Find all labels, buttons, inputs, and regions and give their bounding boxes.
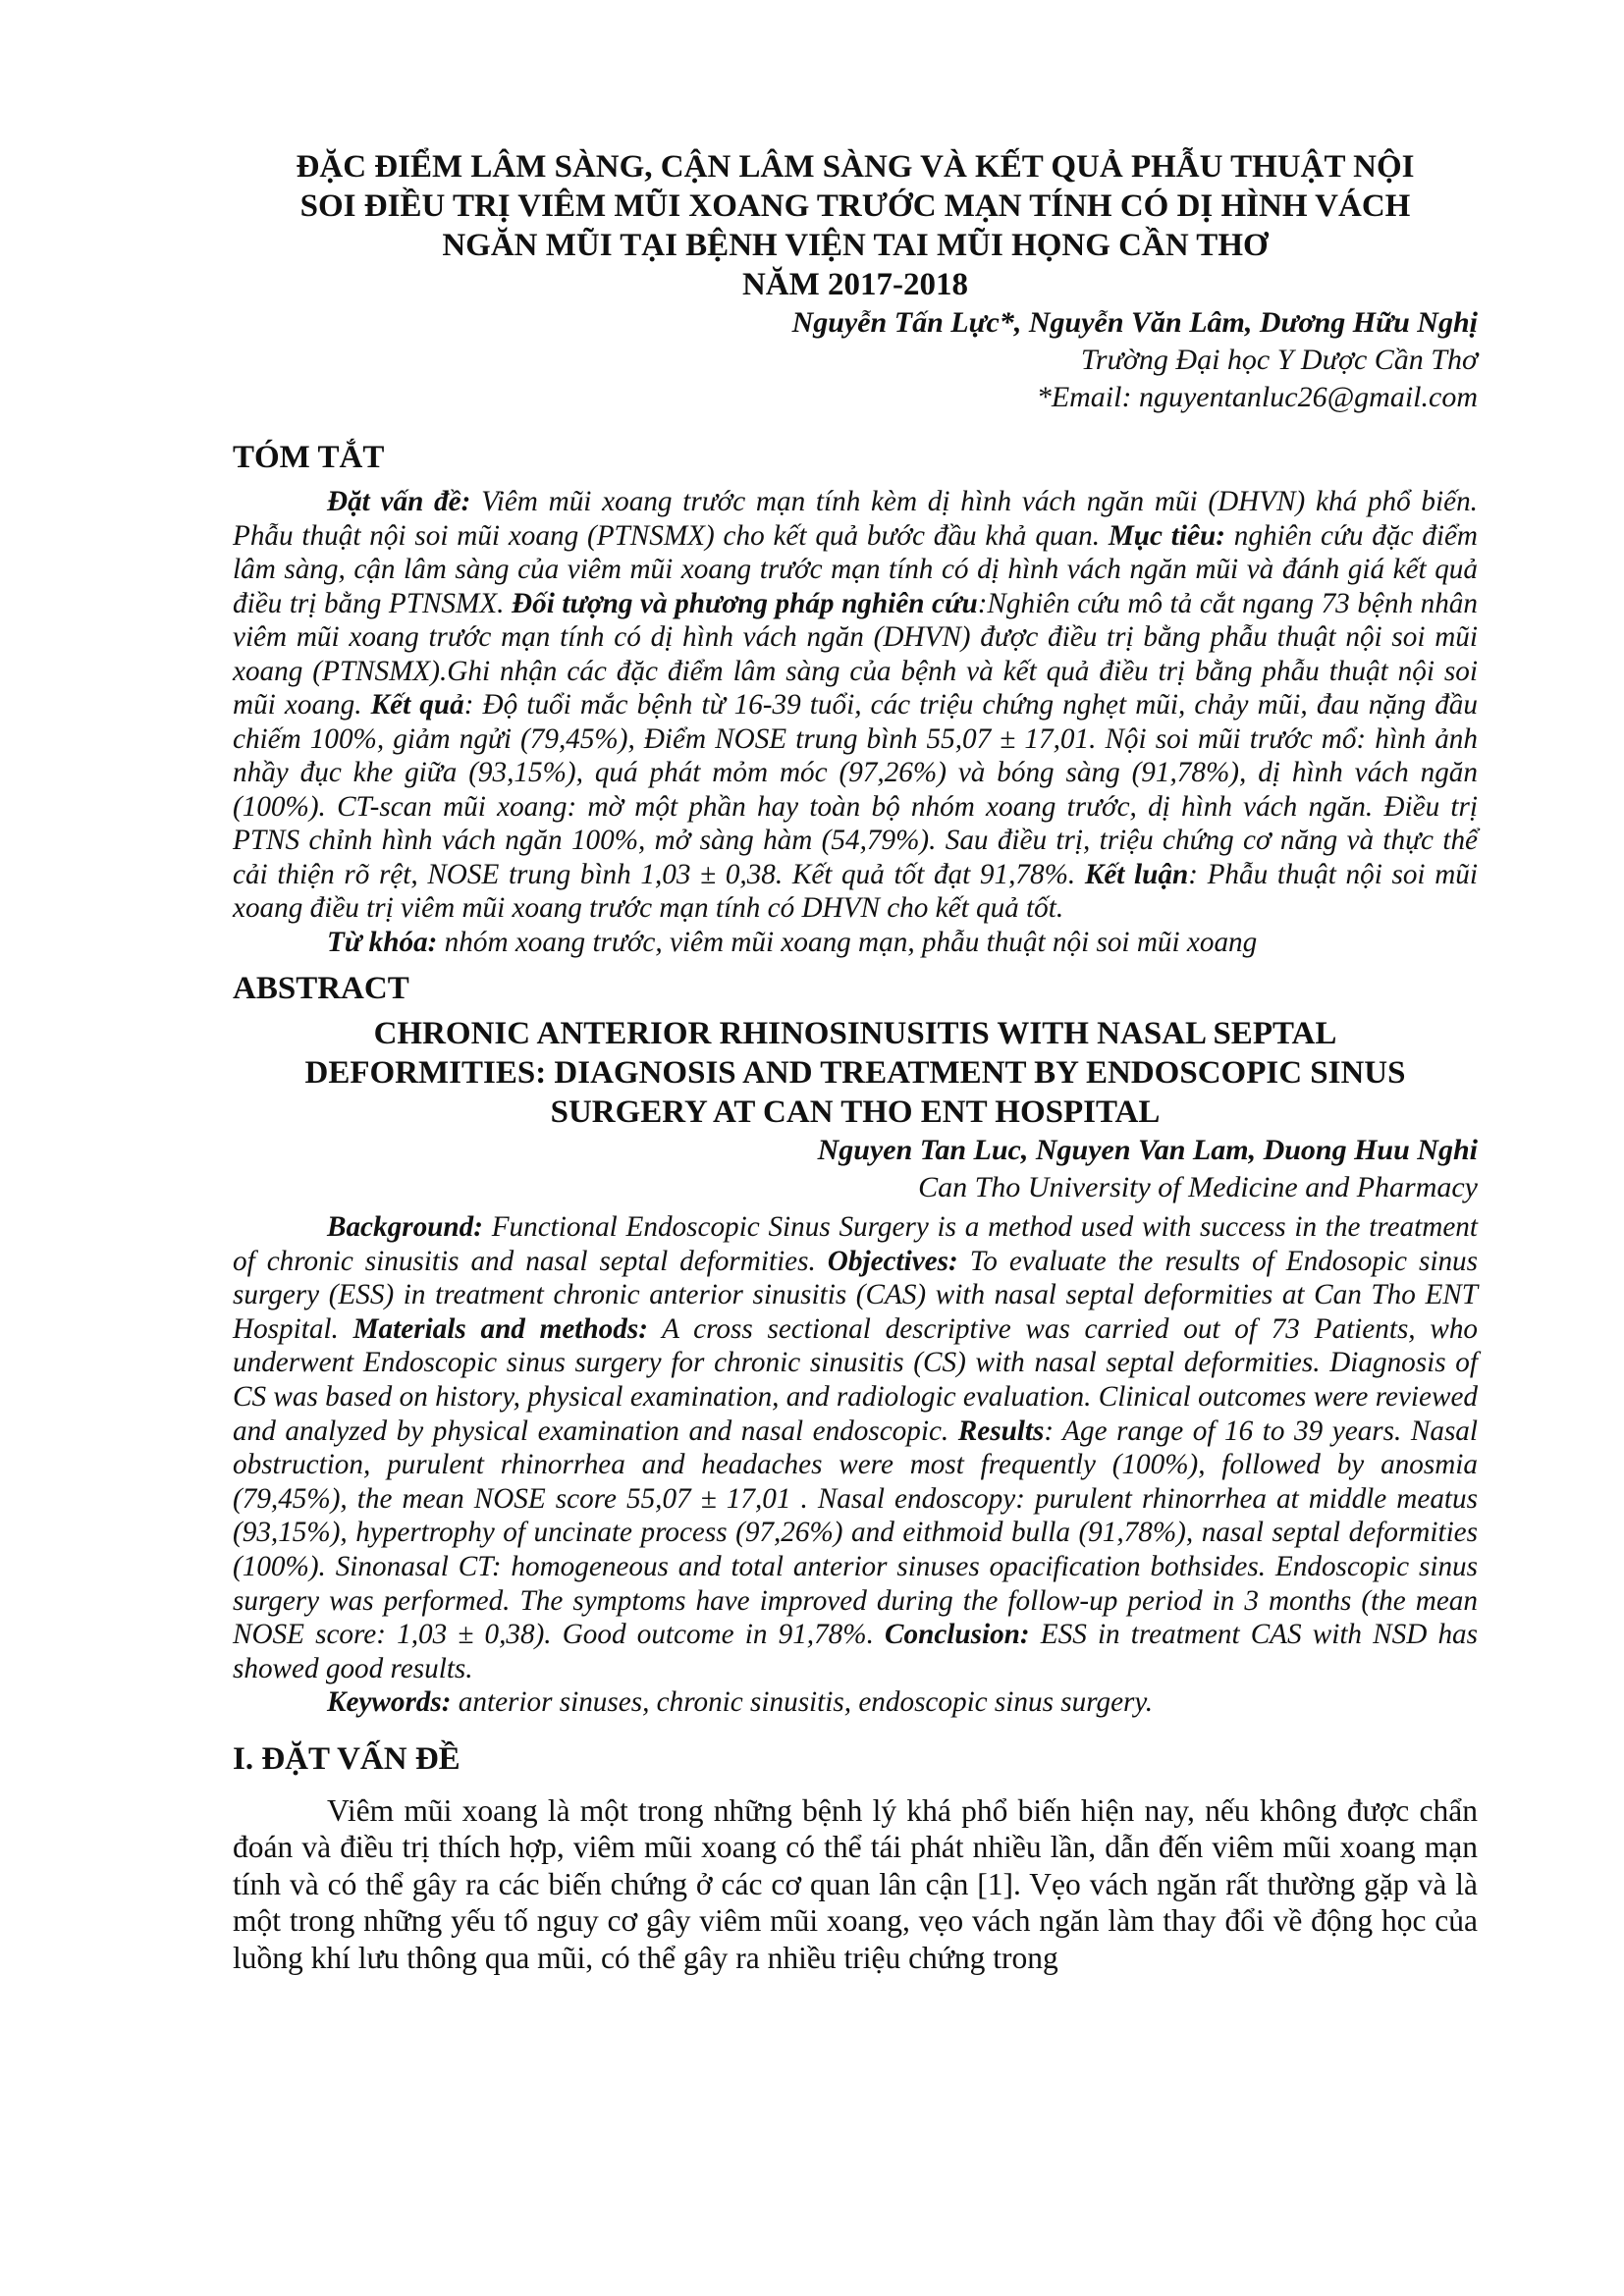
- abstract-text-results: : Độ tuổi mắc bệnh từ 16-39 tuổi, các triệu chứng nghẹt mũi, chảy mũi, đau nặng đầu chiếm 100%, giảm ngửi (79,45%), Điểm NOSE trung bình 55,07 ± 17,01. Nội soi mũi trước mổ: hình ảnh nhầy đục khe giữa (93,15%), quá phát mỏm móc (97,26%) và bóng sàng (91,78%), dị hình vách ngăn (100%). CT-scan mũi xoang: mờ một phần hay toàn bộ nhóm xoang trước, dị hình vách ngăn. Điều trị PTNS chỉnh hình vách ngăn 100%, mở sàng hàm (54,79%). Sau điều trị, triệu chứng cơ năng và thực thể cải thiện rõ rệt, NOSE trung bình 1,03 ± 0,38. Kết quả tốt đạt 91,78%.: [233, 689, 1478, 890]
- vietnamese-keywords: [233, 926, 1478, 960]
- abstract-label-objectives: Objectives:: [827, 1245, 958, 1277]
- english-authors: Nguyen Tan Luc, Nguyen Van Lam, Duong Huu Nghi: [817, 1134, 1478, 1166]
- abstract-text-background: Functional Endoscopic Sinus Surgery is a method used with success in the treatment of chronic sinusitis and nasal septal deformities.: [233, 1211, 1478, 1277]
- abstract-text-conclusion: ESS in treatment CAS with NSD has showed good results.: [233, 1619, 1478, 1684]
- vietnamese-abstract: [233, 485, 1478, 926]
- abstract-heading: ABSTRACT: [233, 971, 409, 1006]
- abstract-label-background: Background:: [327, 1211, 483, 1243]
- english-abstract: [233, 1210, 1478, 1685]
- abstract-text-methods: A cross sectional descriptive was carried out of 73 Patients, who underwent Endoscopic sinus surgery for chronic sinusitis (CS) with nasal septal deformities. Diagnosis of CS was based on history, physical examination, and radiologic evaluation. Clinical outcomes were reviewed and analyzed by physical examination and nasal endoscopic.: [233, 1312, 1479, 1447]
- vietnamese-title: [233, 147, 1478, 304]
- english-affiliation: Can Tho University of Medicine and Pharmacy: [918, 1171, 1478, 1203]
- author-email: *Email: nguyentanluc26@gmail.com: [1036, 381, 1478, 413]
- english-title-line: SURGERY AT CAN THO ENT HOSPITAL: [550, 1095, 1161, 1130]
- keywords-text: anterior sinuses, chronic sinusitis, endoscopic sinus surgery.: [451, 1686, 1154, 1719]
- english-title-line: DEFORMITIES: DIAGNOSIS AND TREATMENT BY ENDOSCOPIC SINUS: [304, 1055, 1406, 1091]
- abstract-label-results: Results: [957, 1415, 1045, 1447]
- abstract-label-methods: Materials and methods:: [352, 1312, 648, 1345]
- abstract-label-background: Đặt vấn đề:: [327, 486, 471, 517]
- vietnamese-title-line: SOI ĐIỀU TRỊ VIÊM MŨI XOANG TRƯỚC MẠN TÍNH CÓ DỊ HÌNH VÁCH: [299, 188, 1411, 224]
- paper-page: [233, 147, 1478, 1976]
- vietnamese-authors: Nguyễn Tấn Lực*, Nguyễn Văn Lâm, Dương Hữu Nghị: [791, 306, 1478, 339]
- english-title: [233, 1014, 1478, 1132]
- abstract-label-results: Kết quả: [370, 689, 464, 721]
- english-title-line: CHRONIC ANTERIOR RHINOSINUSITIS WITH NASAL SEPTAL: [373, 1016, 1337, 1051]
- keywords-label: Keywords:: [327, 1686, 452, 1719]
- abstract-text-objective: nghiên cứu đặc điểm lâm sàng, cận lâm sàng của viêm mũi xoang trước mạn tính có dị hình vách ngăn mũi và đánh giá kết quả điều trị bằng PTNSMX.: [233, 519, 1478, 619]
- abstract-text-conclusion: : Phẫu thuật nội soi mũi xoang điều trị viêm mũi xoang trước mạn tính có DHVN cho kết quả tốt.: [233, 858, 1478, 924]
- introduction-paragraph: Viêm mũi xoang là một trong những bệnh lý khá phổ biến hiện nay, nếu không được chẩn đoán và điều trị thích hợp, viêm mũi xoang có thể tái phát nhiều lần, dẫn đến viêm mũi xoang mạn tính và có thể gây ra các biến chứng ở các cơ quan lân cận [1]. Vẹo vách ngăn rất thường gặp và là một trong những yếu tố nguy cơ gây viêm mũi xoang, vẹo vách ngăn làm thay đổi về động học của luồng khí lưu thông qua mũi, có thể gây ra nhiều triệu chứng trong: [233, 1792, 1478, 1975]
- vietnamese-title-line: NĂM 2017-2018: [741, 267, 969, 302]
- keywords-text: nhóm xoang trước, viêm mũi xoang mạn, phẫu thuật nội soi mũi xoang: [437, 926, 1258, 958]
- vietnamese-affiliation: Trường Đại học Y Dược Cần Thơ: [1080, 344, 1478, 376]
- abstract-text-objectives: To evaluate the results of Endosopic sinus surgery (ESS) in treatment chronic anterior sinusitis (CAS) with nasal septal deformities at Can Tho ENT Hospital.: [233, 1245, 1478, 1345]
- abstract-label-conclusion: Kết luận: [1084, 858, 1189, 890]
- abstract-label-conclusion: Conclusion:: [885, 1619, 1030, 1651]
- abstract-text-results: : Age range of 16 to 39 years. Nasal obstruction, purulent rhinorrhea and headaches were most frequently (100%), followed by anosmia (79,45%), the mean NOSE score 55,07 ± 17,01 . Nasal endoscopy: purulent rhinorrhea at middle meatus (93,15%), hypertrophy of uncinate process (97,26%) and eithmoid bulla (91,78%), nasal septal deformities (100%). Sinonasal CT: homogeneous and total anterior sinuses opacification bothsides. Endoscopic sinus surgery was performed. The symptoms have improved during the follow-up period in 3 months (the mean NOSE score: 1,03 ± 0,38). Good outcome in 91,78%.: [233, 1415, 1478, 1651]
- english-keywords: [233, 1685, 1478, 1720]
- abstract-label-methods: Đối tượng và phương pháp nghiên cứu: [512, 587, 978, 619]
- keywords-label: Từ khóa:: [327, 926, 438, 958]
- vietnamese-title-line: ĐẶC ĐIỂM LÂM SÀNG, CẬN LÂM SÀNG VÀ KẾT QUẢ PHẪU THUẬT NỘI: [296, 149, 1415, 185]
- summary-heading: TÓM TẮT: [233, 440, 385, 475]
- abstract-text-methods: :Nghiên cứu mô tả cắt ngang 73 bệnh nhân viêm mũi xoang trước mạn tính có dị hình vách ngăn (DHVN) được điều trị bằng phẫu thuật nội soi mũi xoang (PTNSMX).Ghi nhận các đặc điểm lâm sàng của bệnh và kết quả điều trị bằng phẫu thuật nội soi mũi xoang.: [233, 587, 1478, 721]
- abstract-text-background: Viêm mũi xoang trước mạn tính kèm dị hình vách ngăn mũi (DHVN) khá phổ biến. Phẫu thuật nội soi mũi xoang (PTNSMX) cho kết quả bước đầu khả quan.: [233, 486, 1478, 552]
- vietnamese-title-line: NGĂN MŨI TẠI BỆNH VIỆN TAI MŨI HỌNG CẦN THƠ: [442, 228, 1269, 263]
- introduction-heading: I. ĐẶT VẤN ĐỀ: [233, 1740, 460, 1777]
- abstract-label-objective: Mục tiêu:: [1108, 519, 1225, 552]
